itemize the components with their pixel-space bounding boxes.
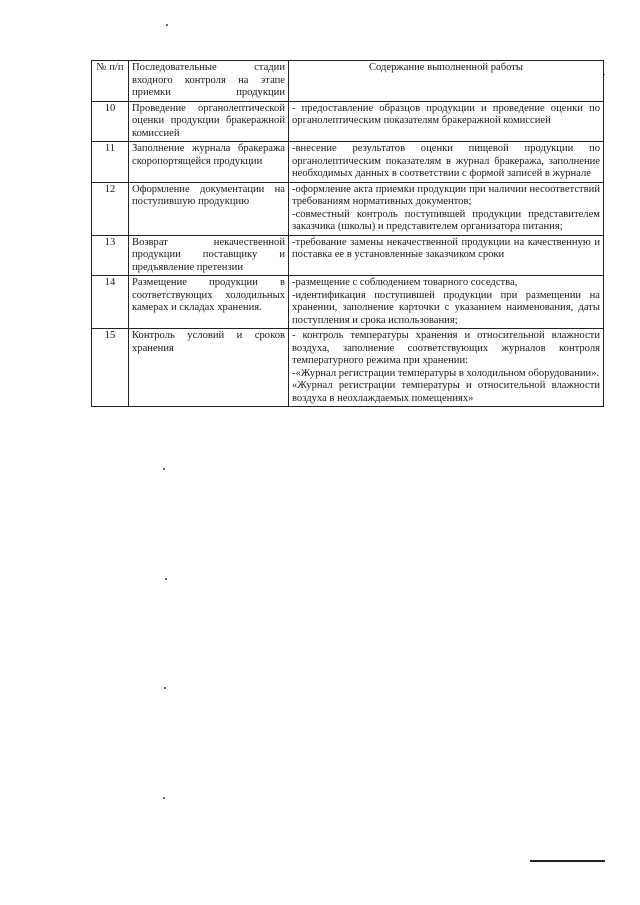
row-content	[289, 101, 604, 142]
header-number: № п/п	[92, 61, 129, 102]
row-number: 10	[92, 101, 129, 142]
table-row	[92, 276, 604, 329]
content-paragraph: -оформление акта приемки продукции при наличии несоответствий требованиям нормативных документов;	[292, 183, 600, 207]
table-row	[92, 235, 604, 276]
row-stage: Возврат некачественной продукции поставщику и предъявление претензии	[129, 235, 289, 276]
content-paragraph: -размещение с соблюдением товарного соседства,	[292, 277, 518, 288]
table-body	[92, 101, 604, 407]
content-paragraph: «Журнал регистрации температуры и относительной влажности воздуха в неохлаждаемых помещениях»	[292, 380, 600, 404]
row-stage: Проведение органолептической оценки продукции бракеражной комиссией	[129, 101, 289, 142]
scan-speck	[604, 74, 605, 75]
signature-line	[530, 860, 605, 862]
row-content	[289, 142, 604, 183]
row-number: 14	[92, 276, 129, 329]
header-stage: Последовательные стадии входного контроля на этапе приемки продукции	[129, 61, 289, 102]
row-content	[289, 329, 604, 407]
table-row	[92, 182, 604, 235]
content-paragraph: -совместный контроль поступившей продукции представителем заказчика (школы) и представителем организатора питания;	[292, 208, 600, 232]
row-stage: Заполнение журнала бракеража скоропортящейся продукции	[129, 142, 289, 183]
scan-speck	[164, 687, 166, 689]
scan-speck	[163, 797, 165, 799]
scan-speck	[165, 578, 167, 580]
content-paragraph: - контроль температуры хранения и относительной влажности воздуха, заполнение соответствующих журналов контроля температурного режима при хранении:	[292, 330, 600, 366]
row-stage: Размещение продукции в соответствующих холодильных камерах и складах хранения.	[129, 276, 289, 329]
row-content	[289, 276, 604, 329]
content-paragraph: -внесение результатов оценки пищевой продукции по органолептическим показателям в журнал бракеража, заполнение необходимых данных в соответствии с формой записей в журнале	[292, 143, 600, 179]
header-content: Содержание выполненной работы	[289, 61, 604, 102]
content-paragraph: - предоставление образцов продукции и проведение оценки по органолептическим показателям бракеражной комиссией	[292, 102, 600, 126]
row-number: 13	[92, 235, 129, 276]
content-paragraph: -требование замены некачественной продукции на качественную и поставка ее в установленные заказчиком сроки	[292, 236, 600, 260]
input-control-table	[91, 60, 604, 407]
row-stage: Оформление документации на поступившую продукцию	[129, 182, 289, 235]
content-paragraph: -«Журнал регистрации температуры в холодильном оборудовании».	[292, 367, 600, 379]
row-number: 15	[92, 329, 129, 407]
row-number: 11	[92, 142, 129, 183]
table-row	[92, 142, 604, 183]
table-header-row	[92, 61, 604, 102]
table-row	[92, 329, 604, 407]
row-content	[289, 182, 604, 235]
scan-speck	[163, 468, 165, 470]
row-stage: Контроль условий и сроков хранения	[129, 329, 289, 407]
scan-speck	[166, 24, 168, 26]
row-number: 12	[92, 182, 129, 235]
content-paragraph: -идентификация поступившей продукции при размещении на хранении, заполнение карточки с указанием наименования, даты поступления и срока использования;	[292, 289, 600, 326]
row-content	[289, 235, 604, 276]
table-row	[92, 101, 604, 142]
